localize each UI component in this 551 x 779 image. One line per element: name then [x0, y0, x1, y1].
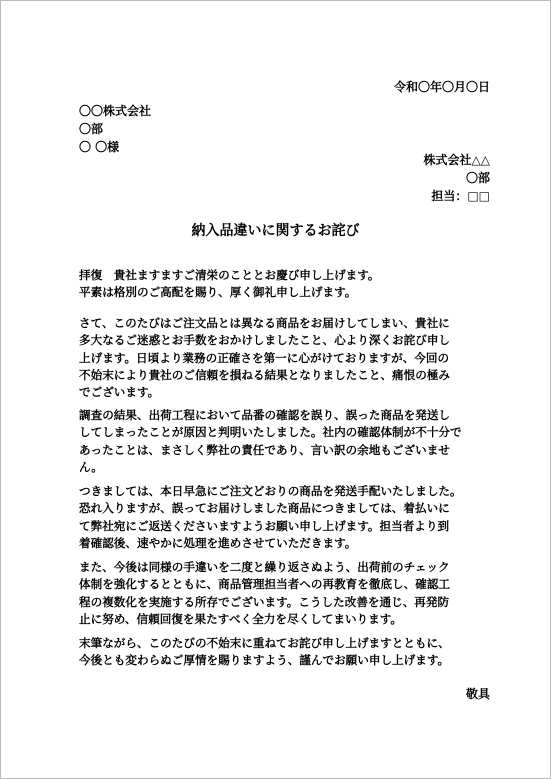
paragraph-line: 調査の結果、出荷工程において品番の確認を誤り、誤った商品を発送し — [79, 408, 451, 422]
recipient-company: 〇〇株式会社 — [79, 104, 152, 118]
paragraph-1 — [79, 267, 499, 302]
paragraph-line: 恐れ入りますが、誤ってお届けしました商品につきましては、着払いに — [79, 501, 450, 516]
paragraph-line: 拝復 貴社ますますご清栄のこととお慶び申し上げます。 — [79, 268, 380, 282]
paragraph-line: さて、このたびはご注文品とは異なる商品をお届けしてしまい、貴社に — [79, 316, 450, 330]
paragraph-2 — [79, 315, 499, 401]
paragraph-line: 止に努め、信頼回復を果たすべく全力を尽くしてまいります。 — [79, 611, 403, 626]
paragraph-line: 着確認後、速やかに処理を進めさせていただきます。 — [79, 535, 357, 550]
paragraph-line: つきましては、本日早急にご注文どおりの商品を発送手配いたしました。 — [79, 484, 462, 498]
paragraph-line: 不始末により貴社のご信頼を損ねる結果となりましたこと、痛恨の極み — [79, 367, 451, 382]
paragraph-line: 体制を強化するとともに、商品管理担当者への再教育を徹底し、確認工 — [79, 577, 451, 592]
paragraph-line: て弊社宛にご返送くださいますようお願い申し上げます。担当者より到 — [79, 518, 450, 533]
paragraph-3 — [79, 407, 499, 476]
paragraph-line: あったことは、まさしく弊社の責任であり、言い訳の余地もございませ — [79, 442, 450, 457]
recipient-department: 〇部 — [79, 122, 104, 136]
paragraph-line: また、今後は同様の手違いを二度と繰り返さぬよう、出荷前のチェック — [79, 560, 450, 574]
closing-word: 敬具 — [465, 687, 490, 701]
paragraph-line: 程の複数化を実施する所存でございます。こうした改善を通じ、再発防 — [79, 594, 450, 609]
sender-department: 〇部 — [465, 171, 490, 185]
sender-company: 株式会社△△ — [423, 153, 490, 167]
paragraph-line: 上げます。日頃より業務の正確さを第一に心がけておりますが、今回の — [79, 350, 450, 365]
paragraph-line: 多大なるご迷惑とお手数をおかけしましたこと、心より深くお詫び申し — [79, 333, 451, 348]
date-line: 令和〇年〇月〇日 — [393, 80, 490, 94]
sender-contact: 担当：□□ — [431, 189, 490, 203]
paragraph-4 — [79, 483, 499, 552]
paragraph-line: してしまったことが原因と判明いたしました。社内の確認体制が不十分で — [79, 425, 462, 440]
paragraph-line: 平素は格別のご高配を賜り、厚く御礼申し上げます。 — [79, 285, 357, 300]
letter-title: 納入品違いに関するお詫び — [191, 223, 360, 239]
paragraph-line: 末筆ながら、このたびの不始末に重ねてお詫び申し上げますとともに、 — [79, 636, 450, 650]
paragraph-line: でございます。 — [79, 385, 160, 400]
paragraph-6 — [79, 635, 499, 670]
paragraph-line: 今後とも変わらぬご厚情を賜りますよう、謹んでお願い申し上げます。 — [79, 653, 450, 668]
paragraph-5 — [79, 559, 499, 628]
paragraph-line: ん。 — [79, 459, 103, 474]
recipient-person: 〇 〇様 — [79, 140, 120, 154]
